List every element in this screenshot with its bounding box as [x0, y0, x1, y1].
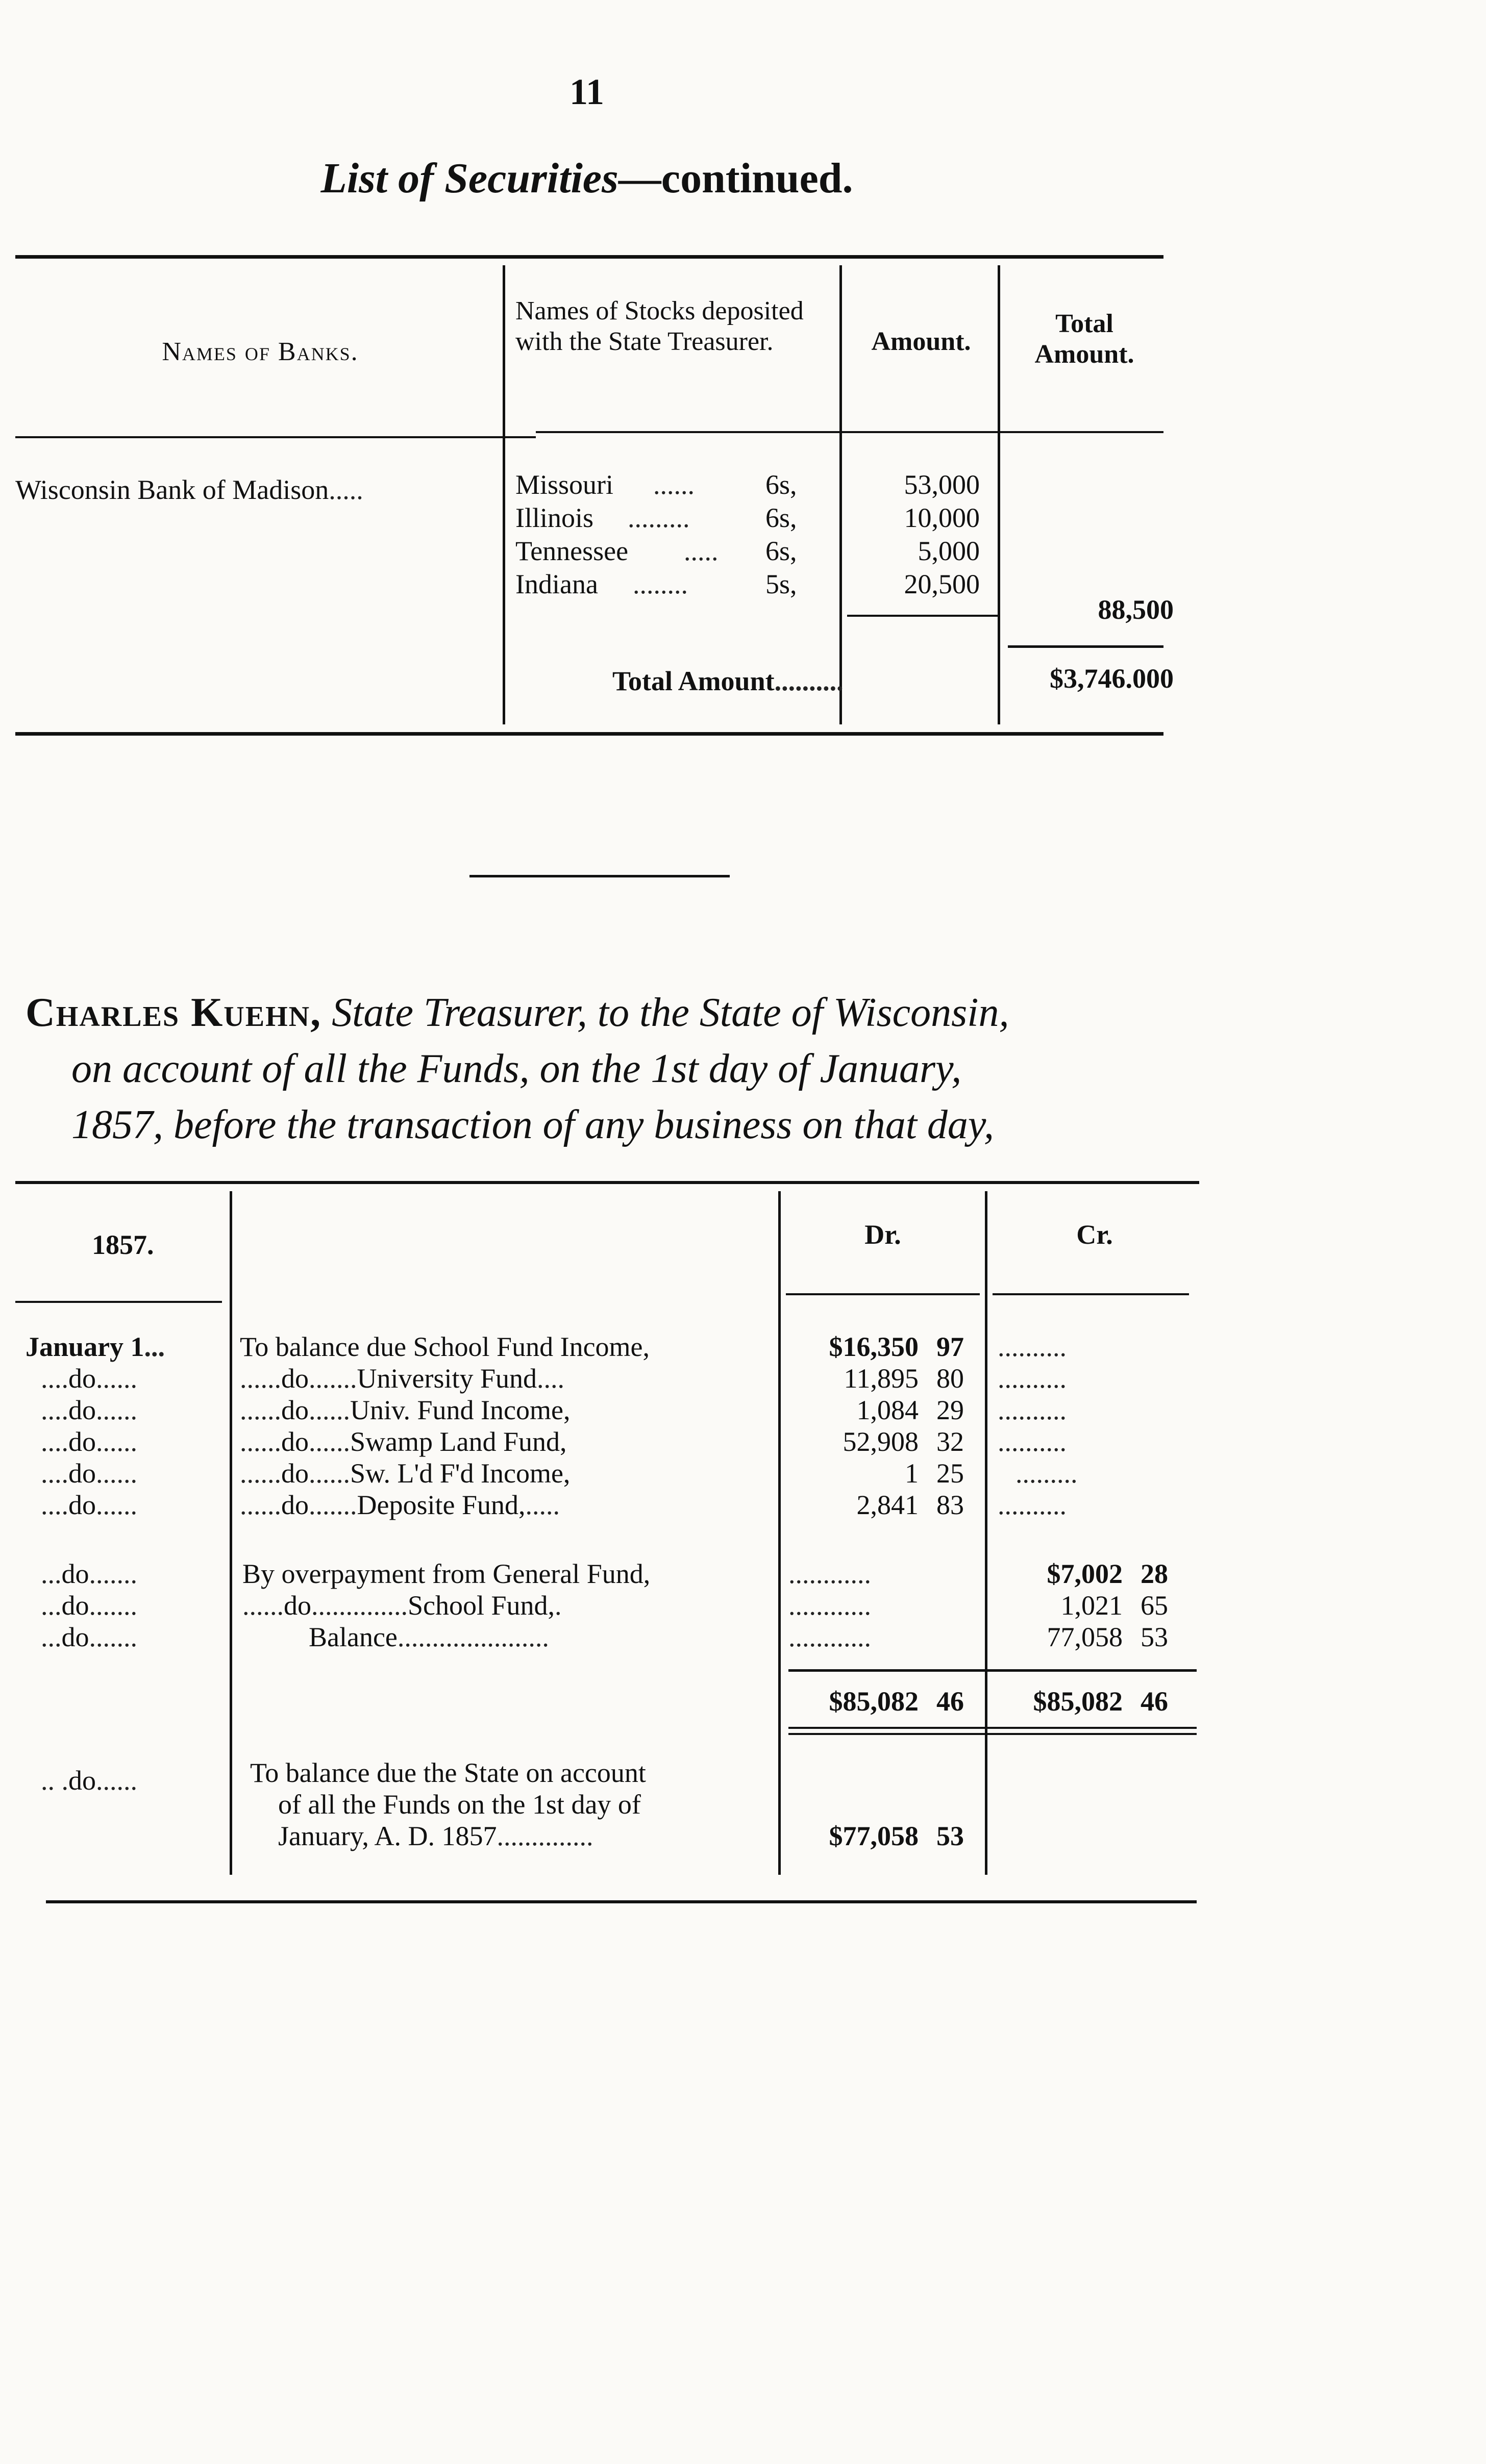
dr-cents: 32 — [936, 1426, 964, 1457]
row-date: .. .do...... — [41, 1765, 137, 1796]
dr-cents: 97 — [936, 1331, 964, 1362]
row-description: ......do......Univ. Fund Income, — [240, 1395, 571, 1425]
header-rule — [536, 431, 1163, 433]
row-date: ...do....... — [41, 1622, 137, 1652]
row-description: ......do......Swamp Land Fund, — [240, 1426, 567, 1457]
header-names-of-banks: Names of Banks. — [162, 337, 359, 366]
row-date: ....do...... — [41, 1458, 137, 1489]
closing-line-2: of all the Funds on the 1st day of — [278, 1789, 641, 1820]
leader-dots: .......... — [998, 1331, 1067, 1362]
row-date: ...do....... — [41, 1558, 137, 1589]
table-top-rule — [15, 1181, 1199, 1184]
table-top-rule — [15, 255, 1163, 259]
totals-double-rule — [788, 1727, 1197, 1729]
leader-dots: .......... — [998, 1490, 1067, 1520]
leader-dots: ............ — [788, 1622, 871, 1652]
grand-total-value: $3,746.000 — [1050, 663, 1174, 694]
column-rule — [998, 265, 1000, 724]
grand-total-label: Total Amount.......... — [612, 666, 844, 696]
leader-dots: ........ — [633, 569, 688, 599]
section-divider — [469, 875, 730, 877]
cr-header: Cr. — [1076, 1219, 1113, 1250]
dr-dollars: $77,058 — [829, 1821, 919, 1851]
stock-state: Missouri — [515, 469, 614, 500]
cr-cents: 53 — [1141, 1622, 1168, 1652]
column-rule — [503, 265, 505, 724]
stock-rate: 6s, — [765, 536, 797, 566]
header-rule — [993, 1293, 1189, 1295]
cr-total-cents: 46 — [1141, 1686, 1168, 1717]
dr-dollars: 1 — [905, 1458, 919, 1489]
row-date: ....do...... — [41, 1395, 137, 1425]
total-rule — [1008, 645, 1163, 648]
column-rule — [985, 1191, 987, 1875]
row-date: January 1... — [26, 1331, 165, 1362]
cr-cents: 28 — [1141, 1558, 1168, 1589]
cr-cents: 65 — [1141, 1590, 1168, 1621]
page-number: 11 — [569, 71, 605, 112]
cr-dollars: 1,021 — [1060, 1590, 1123, 1621]
stock-rate: 5s, — [765, 569, 797, 599]
cr-total-dollars: $85,082 — [1033, 1686, 1123, 1717]
heading-line-2: on account of all the Funds, on the 1st day of January, — [71, 1046, 962, 1091]
dr-cents: 25 — [936, 1458, 964, 1489]
leader-dots: .......... — [998, 1426, 1067, 1457]
heading-line-3: 1857, before the transaction of any business on that day, — [71, 1102, 995, 1147]
row-description: ......do..............School Fund,. — [242, 1590, 562, 1621]
row-description: ......do.......University Fund.... — [240, 1363, 565, 1394]
table-bottom-rule — [15, 732, 1163, 736]
leader-dots: ............ — [788, 1590, 871, 1621]
dr-total-cents: 46 — [936, 1686, 964, 1717]
row-description: To balance due School Fund Income, — [240, 1331, 650, 1362]
stock-amount: 5,000 — [918, 536, 980, 566]
totals-double-rule — [788, 1733, 1197, 1735]
row-date: ...do....... — [41, 1590, 137, 1621]
stock-amount: 53,000 — [904, 469, 980, 500]
dr-dollars: $16,350 — [829, 1331, 919, 1362]
header-rule — [15, 436, 536, 438]
row-description: Balance...................... — [309, 1622, 549, 1652]
year-header: 1857. — [92, 1229, 154, 1260]
dr-dollars: 52,908 — [843, 1426, 919, 1457]
cr-dollars: 77,058 — [1047, 1622, 1123, 1652]
subtotal-rule — [847, 615, 1000, 617]
totals-rule — [788, 1669, 1197, 1672]
account-heading — [26, 985, 1199, 1153]
row-description: By overpayment from General Fund, — [242, 1558, 651, 1589]
dr-dollars: 11,895 — [844, 1363, 919, 1394]
header-rule — [786, 1293, 980, 1295]
dr-cents: 83 — [936, 1490, 964, 1520]
stock-amount: 10,000 — [904, 502, 980, 533]
heading-line-1: State Treasurer, to the State of Wisconsin, — [332, 990, 1009, 1035]
dr-dollars: 1,084 — [856, 1395, 919, 1425]
page-title — [0, 155, 1174, 202]
stock-rate: 6s, — [765, 469, 797, 500]
header-total-amount: Total Amount. — [1034, 309, 1134, 369]
header-amount: Amount. — [871, 327, 971, 356]
stock-state: Tennessee — [515, 536, 629, 566]
dr-cents: 53 — [936, 1821, 964, 1851]
bank-name: Wisconsin Bank of Madison..... — [15, 474, 363, 505]
cr-dollars: $7,002 — [1047, 1558, 1123, 1589]
page-title-rest: —continued. — [618, 155, 853, 202]
column-rule — [778, 1191, 781, 1875]
leader-dots: ............ — [788, 1558, 871, 1589]
closing-line-1: To balance due the State on account — [250, 1757, 646, 1788]
column-rule — [839, 265, 842, 724]
row-description: ......do.......Deposite Fund,..... — [240, 1490, 560, 1520]
stock-state: Illinois — [515, 502, 594, 533]
treasurer-name: Charles Kuehn, — [26, 990, 322, 1035]
leader-dots: .......... — [998, 1395, 1067, 1425]
leader-dots: .......... — [998, 1363, 1067, 1394]
bank-total: 88,500 — [1098, 594, 1174, 625]
stock-rate: 6s, — [765, 502, 797, 533]
row-date: ....do...... — [41, 1363, 137, 1394]
dr-header: Dr. — [864, 1219, 901, 1250]
leader-dots: ...... — [653, 469, 695, 500]
leader-dots: ......... — [1016, 1458, 1078, 1489]
column-rule — [230, 1191, 232, 1875]
leader-dots: ..... — [684, 536, 719, 566]
dr-cents: 80 — [936, 1363, 964, 1394]
row-date: ....do...... — [41, 1426, 137, 1457]
header-names-of-stocks: Names of Stocks deposited with the State Treasurer. — [515, 296, 804, 356]
dr-total-dollars: $85,082 — [829, 1686, 919, 1717]
dr-dollars: 2,841 — [856, 1490, 919, 1520]
stock-amount: 20,500 — [904, 569, 980, 599]
leader-dots: ......... — [628, 502, 690, 533]
row-date: ....do...... — [41, 1490, 137, 1520]
header-rule — [15, 1301, 222, 1303]
page-title-italic: List of Securities — [320, 155, 618, 202]
dr-cents: 29 — [936, 1395, 964, 1425]
stock-state: Indiana — [515, 569, 598, 599]
row-description: ......do......Sw. L'd F'd Income, — [240, 1458, 571, 1489]
closing-line-3: January, A. D. 1857.............. — [278, 1821, 593, 1851]
table-bottom-rule — [46, 1900, 1197, 1903]
